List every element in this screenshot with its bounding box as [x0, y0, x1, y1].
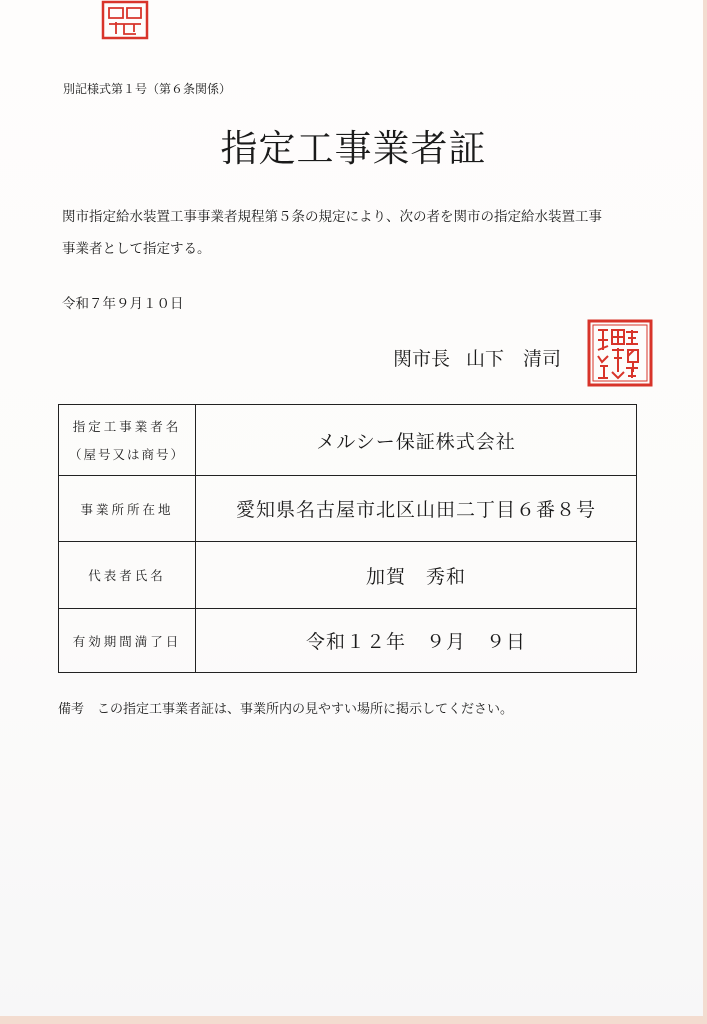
certificate-info-table — [58, 404, 637, 673]
row-value-expiry: 令和１２年 ９月 ９日 — [196, 609, 637, 673]
remarks-note: 備考 この指定工事業者証は、事業所内の見やすい場所に掲示してください。 — [58, 702, 514, 717]
page-title: 指定工事業者証 — [220, 127, 487, 170]
table-row — [59, 542, 637, 609]
row-label-company: 指定工事業者名 （屋号又は商号） — [59, 405, 196, 476]
mayor-official-seal — [586, 318, 654, 388]
row-label-address: 事業所所在地 — [59, 476, 196, 542]
top-seal-stamp — [100, 0, 150, 42]
table-row — [59, 405, 637, 476]
row-value-address: 愛知県名古屋市北区山田二丁目６番８号 — [196, 476, 637, 542]
mayor-title: 関市長 — [393, 348, 451, 370]
row-label-representative: 代表者氏名 — [59, 542, 196, 609]
row-value-representative: 加賀 秀和 — [196, 542, 637, 609]
table-row — [59, 609, 637, 673]
mayor-name: 山下 清司 — [466, 348, 562, 370]
body-text-line-2: 事業者として指定する。 — [62, 241, 211, 257]
form-number-label: 別記様式第１号（第６条関係） — [63, 82, 232, 96]
page-edge-bottom — [0, 1016, 707, 1024]
row-label-expiry: 有効期間満了日 — [59, 609, 196, 673]
mayor-signature-line — [393, 344, 577, 371]
page-edge-right — [703, 0, 707, 1024]
body-text-line-1: 関市指定給水装置工事事業者規程第５条の規定により、次の者を関市の指定給水装置工事 — [62, 209, 602, 225]
row-label-company-sub: （屋号又は商号） — [68, 447, 185, 462]
table-row — [59, 476, 637, 542]
issue-date: 令和７年９月１０日 — [62, 296, 184, 312]
row-value-company: メルシー保証株式会社 — [196, 405, 637, 476]
